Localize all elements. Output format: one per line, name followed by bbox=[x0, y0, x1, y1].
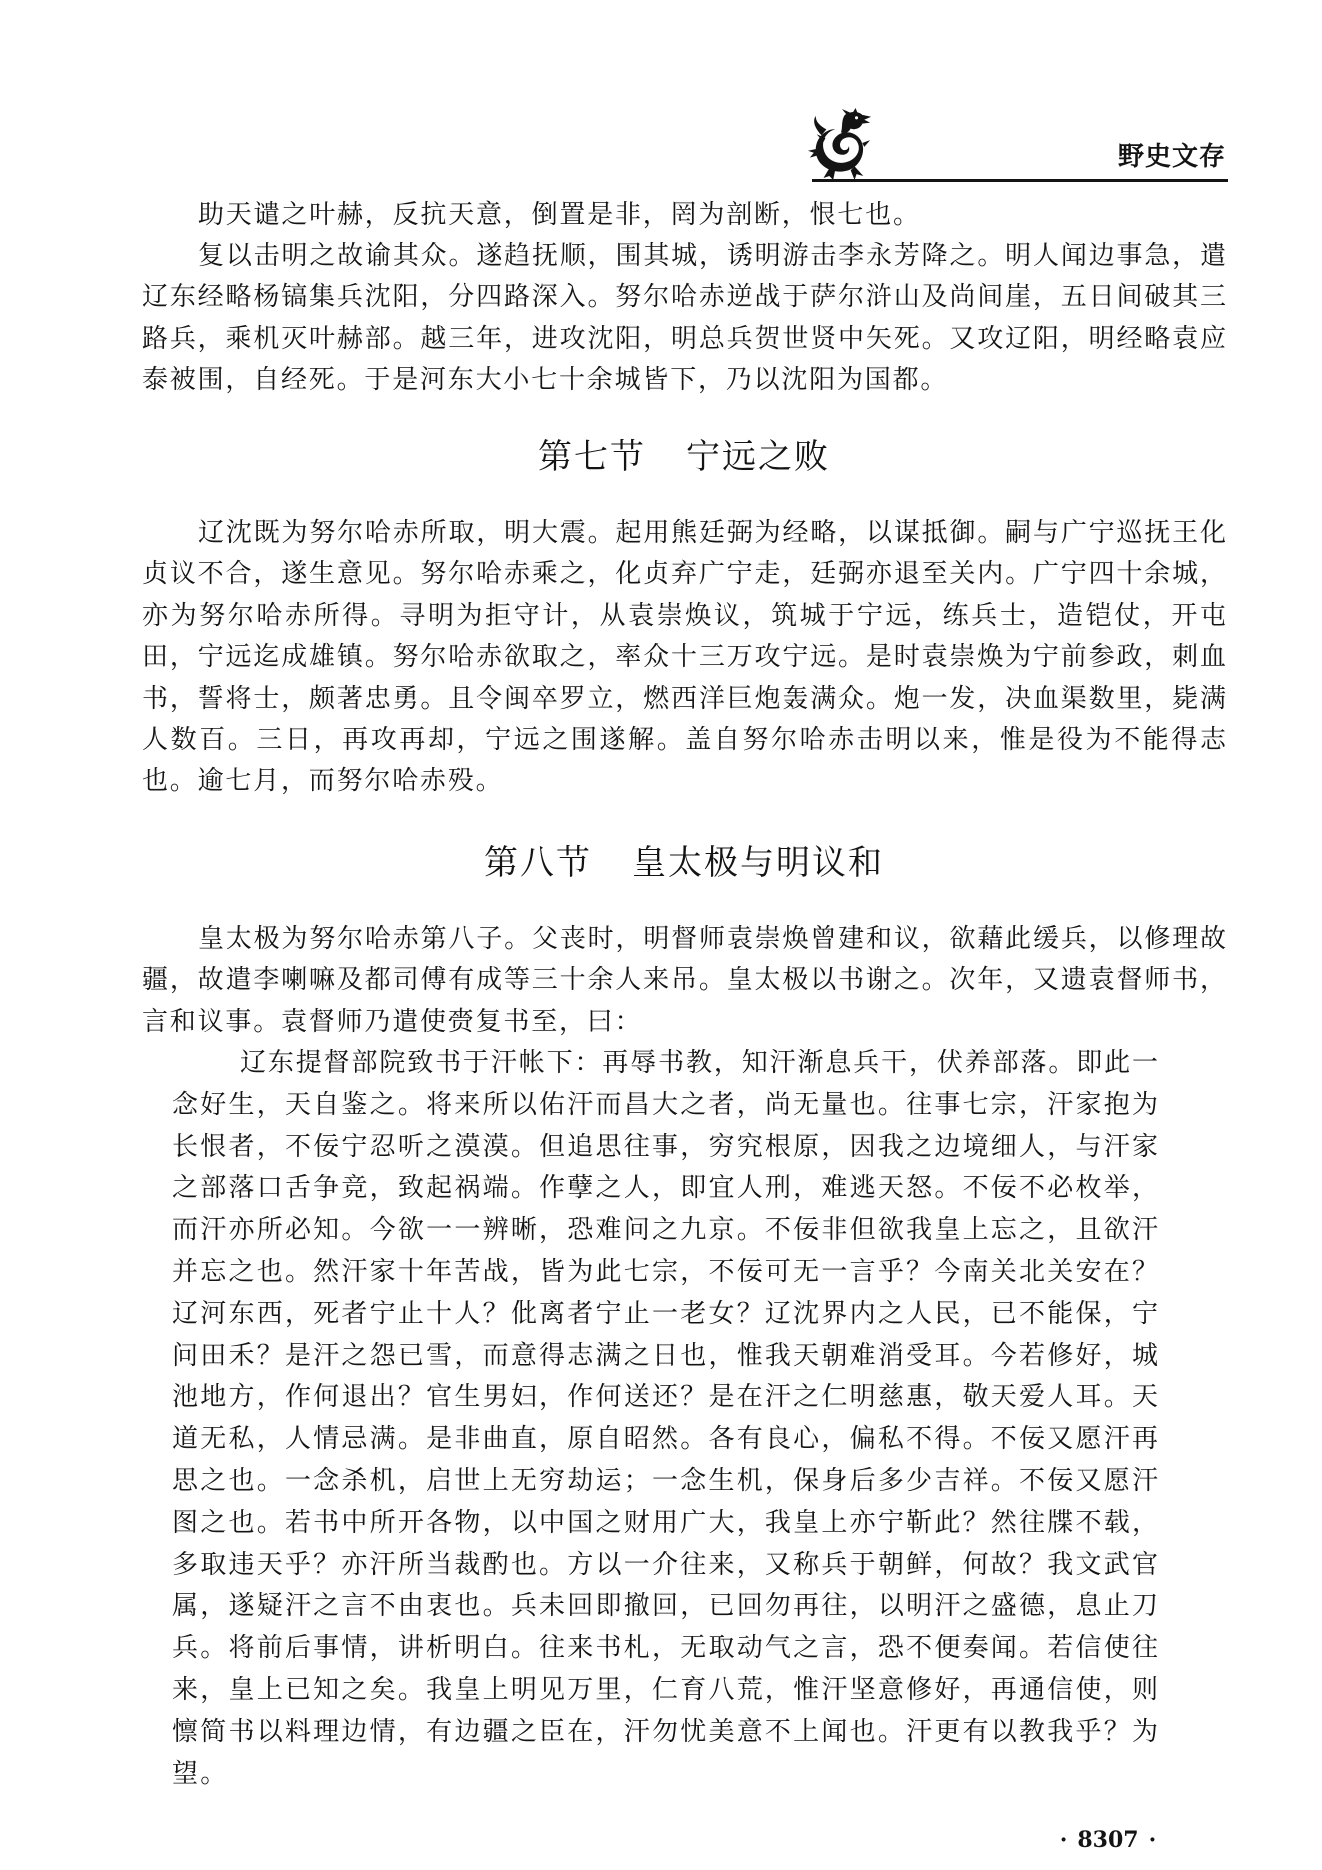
text-line: 来，皇上已知之矣。我皇上明见万里，仁育八荒，惟汗坚意修好，再通信使，则 bbox=[172, 1674, 1158, 1705]
quoted-letter bbox=[172, 1043, 1158, 1795]
section-heading bbox=[142, 840, 1226, 886]
text-line: 属，遂疑汗之言不由衷也。兵未回即撤回，已回勿再往，以明汗之盛德，息止刀 bbox=[172, 1591, 1158, 1622]
text-line: 人数百。三日，再攻再却，宁远之围遂解。盖自努尔哈赤击明以来，惟是役为不能得志 bbox=[142, 724, 1226, 755]
text-line: 望。 bbox=[172, 1758, 229, 1789]
paragraph bbox=[142, 236, 1226, 402]
header-rule bbox=[812, 179, 1228, 182]
text-line: 问田禾？是汗之怨已雪，而意得志满之日也，惟我天朝难消受耳。今若修好，城 bbox=[172, 1340, 1158, 1371]
text-line: 辽河东西，死者宁止十人？仳离者宁止一老女？辽沈界内之人民，已不能保，宁 bbox=[172, 1298, 1158, 1329]
section-title: 宁远之败 bbox=[686, 437, 830, 477]
text-line: 图之也。若书中所开各物，以中国之财用广大，我皇上亦宁靳此？然往牒不载， bbox=[172, 1507, 1158, 1538]
text-line: 助天谴之叶赫，反抗天意，倒置是非，罔为剖断，恨七也。 bbox=[198, 200, 921, 230]
text-line: 书，誓将士，颇著忠勇。且令闽卒罗立，燃西洋巨炮轰满众。炮一发，决血渠数里，毙满 bbox=[142, 683, 1226, 714]
text-line: 复以击明之故谕其众。遂趋抚顺，围其城，诱明游击李永芳降之。明人闻边事急，遣 bbox=[198, 241, 1226, 271]
text-line: 皇太极为努尔哈赤第八子。父丧时，明督师袁崇焕曾建和议，欲藉此缓兵，以修理故 bbox=[198, 924, 1226, 954]
quote-tail bbox=[142, 195, 1226, 236]
text-line: 而汗亦所必知。今欲一一辨晰，恐难问之九京。不佞非但欲我皇上忘之，且欲汗 bbox=[172, 1215, 1158, 1246]
text-line: 道无私，人情忌满。是非曲直，原自昭然。各有良心，偏私不得。不佞又愿汗再 bbox=[172, 1424, 1158, 1455]
page-number-value: 8307 bbox=[1077, 1827, 1139, 1853]
paragraph bbox=[142, 513, 1226, 803]
section-number: 第八节 bbox=[484, 843, 592, 883]
section-heading bbox=[142, 434, 1226, 480]
text-line: 辽东经略杨镐集兵沈阳，分四路深入。努尔哈赤逆战于萨尔浒山及尚间崖，五日间破其三 bbox=[142, 282, 1226, 313]
running-title: 野史文存 bbox=[1117, 142, 1226, 172]
text-line: 长恨者，不佞宁忍听之漠漠。但追思往事，穷究根原，因我之边境细人，与汗家 bbox=[172, 1131, 1158, 1162]
paragraph bbox=[142, 919, 1226, 1043]
text-line: 兵。将前后事情，讲析明白。往来书札，无取动气之言，恐不便奏闻。若信使往 bbox=[172, 1633, 1158, 1664]
text-line: 并忘之也。然汗家十年苦战，皆为此七宗，不佞可无一言乎？今南关北关安在？ bbox=[172, 1256, 1158, 1287]
text-line: 辽沈既为努尔哈赤所取，明大震。起用熊廷弼为经略，以谋抵御。嗣与广宁巡抚王化 bbox=[198, 518, 1226, 548]
page-number-ornament: · bbox=[1148, 1827, 1157, 1853]
text-line: 懔简书以料理边情，有边疆之臣在，汗勿忧美意不上闻也。汗更有以教我乎？为 bbox=[172, 1716, 1158, 1747]
text-line: 池地方，作何退出？官生男妇，作何送还？是在汗之仁明慈惠，敬天爱人耳。天 bbox=[172, 1382, 1158, 1413]
text-line: 泰被围，自经死。于是河东大小七十余城皆下，乃以沈阳为国都。 bbox=[142, 365, 949, 396]
text-line: 路兵，乘机灭叶赫部。越三年，进攻沈阳，明总兵贺世贤中矢死。又攻辽阳，明经略袁应 bbox=[142, 323, 1226, 354]
text-line: 田，宁远迄成雄镇。努尔哈赤欲取之，率众十三万攻宁远。是时袁崇焕为宁前参政，刺血 bbox=[142, 642, 1226, 673]
text-line: 贞议不合，遂生意见。努尔哈赤乘之，化贞弃广宁走，廷弼亦退至关内。广宁四十余城， bbox=[142, 559, 1226, 590]
text-line: 也。逾七月，而努尔哈赤殁。 bbox=[142, 766, 504, 797]
section-title: 皇太极与明议和 bbox=[632, 843, 884, 883]
text-line: 辽东提督部院致书于汗帐下：再辱书教，知汗渐息兵干，伏养部落。即此一 bbox=[240, 1048, 1158, 1078]
page-number-ornament: · bbox=[1059, 1827, 1068, 1853]
text-line: 思之也。一念杀机，启世上无穷劫运；一念生机，保身后多少吉祥。不佞又愿汗 bbox=[172, 1465, 1158, 1496]
text-line: 亦为努尔哈赤所得。寻明为拒守计，从袁崇焕议，筑城于宁远，练兵士，造铠仗，开屯 bbox=[142, 600, 1226, 631]
text-line: 之部落口舌争竞，致起祸端。作孽之人，即宜人刑，难逃天怒。不佞不必枚举， bbox=[172, 1173, 1158, 1204]
text-line: 言和议事。袁督师乃遣使赍复书至，曰： bbox=[142, 1006, 643, 1037]
text-line: 念好生，天自鉴之。将来所以佑汗而昌大之者，尚无量也。往事七宗，汗家抱为 bbox=[172, 1089, 1158, 1120]
page-number bbox=[1040, 1824, 1176, 1856]
text-line: 多取违天乎？亦汗所当裁酌也。方以一介往来，又称兵于朝鲜，何故？我文武官 bbox=[172, 1549, 1158, 1580]
dragon-icon bbox=[806, 108, 874, 180]
section-number: 第七节 bbox=[538, 437, 646, 477]
text-line: 疆，故遣李喇嘛及都司傅有成等三十余人来吊。皇太极以书谢之。次年，又遗袁督师书， bbox=[142, 965, 1226, 996]
